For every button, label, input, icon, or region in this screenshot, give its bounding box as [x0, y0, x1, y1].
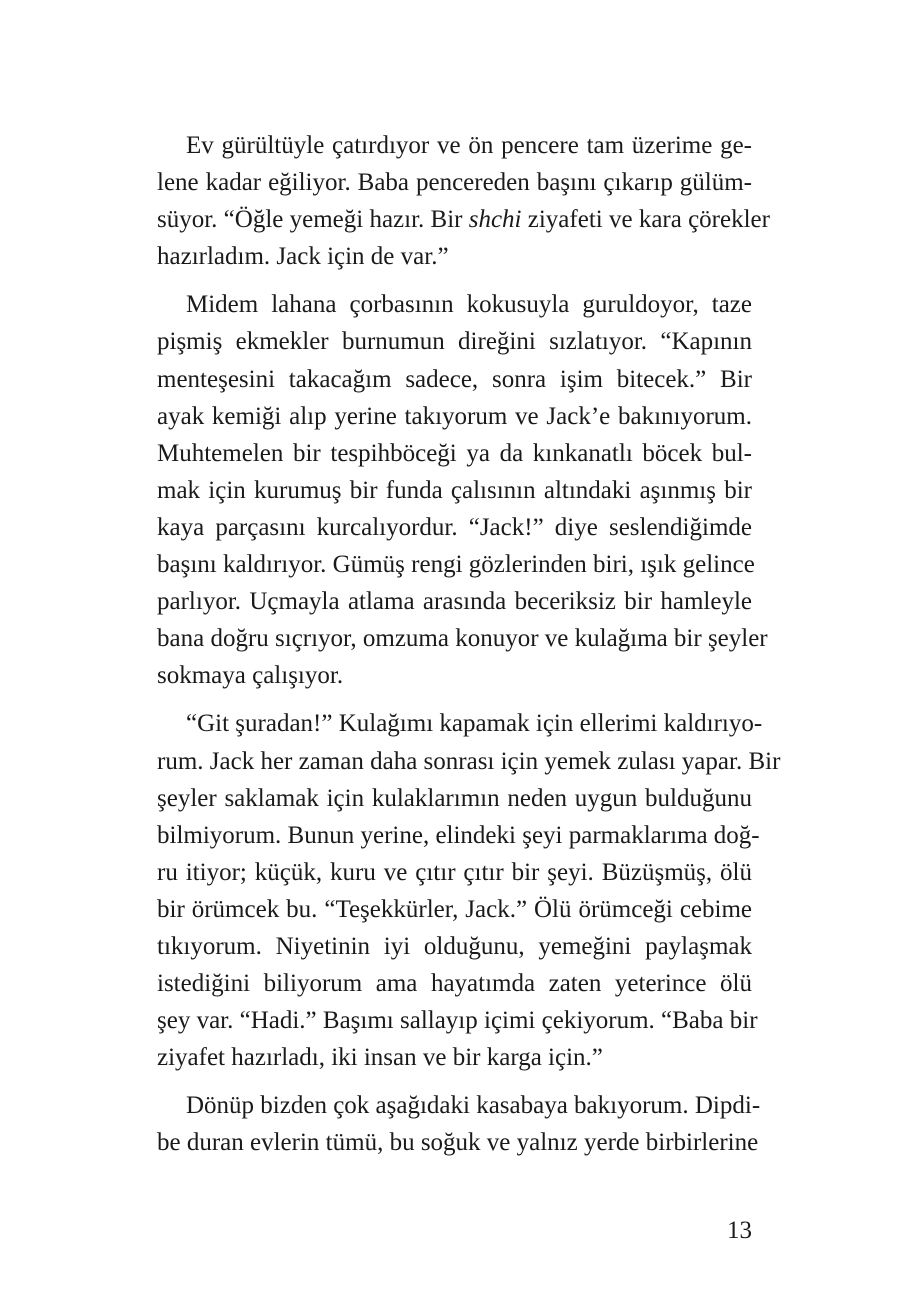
text-line: Muhtemelen bir tespihböceği ya da kınkanatlı böcek bul- [157, 439, 752, 467]
text-line: bir örümcek bu. “Teşekkürler, Jack.” Ölü örümceği cebime [157, 895, 752, 923]
text-line: ziyafet hazırladı, iki insan ve bir karga için.” [157, 1044, 603, 1072]
text-line: ru itiyor; küçük, kuru ve çıtır çıtır bir şeyi. Büzüşmüş, ölü [157, 858, 752, 886]
text-segment: ziyafeti ve kara çörekler [521, 206, 770, 234]
text-line [157, 201, 770, 238]
text-line: menteşesini takacağım sadece, sonra işim bitecek.” Bir [157, 365, 752, 393]
text-line: rum. Jack her zaman daha sonrası için yemek zulası yapar. Bir [157, 747, 781, 775]
text-line: “Git şuradan!” Kulağımı kapamak için ellerimi kaldırıyo- [186, 710, 763, 738]
text-line: hazırladım. Jack için de var.” [157, 243, 449, 271]
text-line: tıkıyorum. Niyetinin iyi olduğunu, yemeğini paylaşmak [157, 932, 752, 960]
italic-word: shchi [468, 206, 522, 234]
text-line: be duran evlerin tümü, bu soğuk ve yalnız yerde birbirlerine [157, 1129, 759, 1157]
text-segment: süyor. “Öğle yemeği hazır. Bir [157, 206, 469, 234]
page-number: 13 [727, 1217, 752, 1244]
body-text [157, 127, 781, 1173]
text-line: Midem lahana çorbasının kokusuyla guruldoyor, taze [186, 291, 752, 319]
paragraph [157, 286, 768, 694]
text-line: ayak kemiği alıp yerine takıyorum ve Jack’e bakınıyorum. [157, 402, 752, 430]
text-line: bana doğru sıçrıyor, omzuma konuyor ve kulağıma bir şeyler [157, 625, 768, 653]
text-line: Dönüp bizden çok aşağıdaki kasabaya bakıyorum. Dipdi- [186, 1092, 761, 1120]
paragraph [157, 705, 781, 1076]
text-line: mak için kurumuş bir funda çalısının altındaki aşınmış bir [157, 476, 752, 504]
text-line: Ev gürültüyle çatırdıyor ve ön pencere tam üzerime ge- [186, 132, 752, 159]
text-line: bilmiyorum. Bunun yerine, elindeki şeyi parmaklarıma doğ- [157, 821, 760, 849]
text-line: başını kaldırıyor. Gümüş rengi gözlerinden biri, ışık gelince [157, 551, 755, 579]
text-line: parlıyor. Uçmayla atlama arasında beceriksiz bir hamleyle [157, 588, 752, 616]
text-line: şeyler saklamak için kulaklarımın neden uygun bulduğunu [157, 784, 752, 812]
text-line: kaya parçasını kurcalıyordur. “Jack!” diye seslendiğimde [157, 513, 752, 541]
text-line: istediğini biliyorum ama hayatımda zaten yeterince ölü [157, 970, 752, 998]
text-line: sokmaya çalışıyor. [157, 662, 344, 690]
paragraph [157, 1087, 761, 1161]
text-line: lene kadar eğiliyor. Baba pencereden başını çıkarıp gülüm- [157, 169, 752, 197]
paragraph [157, 127, 770, 275]
text-line: pişmiş ekmekler burnumun direğini sızlatıyor. “Kapının [157, 328, 752, 356]
text-line: şey var. “Hadi.” Başımı sallayıp içimi çekiyorum. “Baba bir [157, 1007, 758, 1035]
